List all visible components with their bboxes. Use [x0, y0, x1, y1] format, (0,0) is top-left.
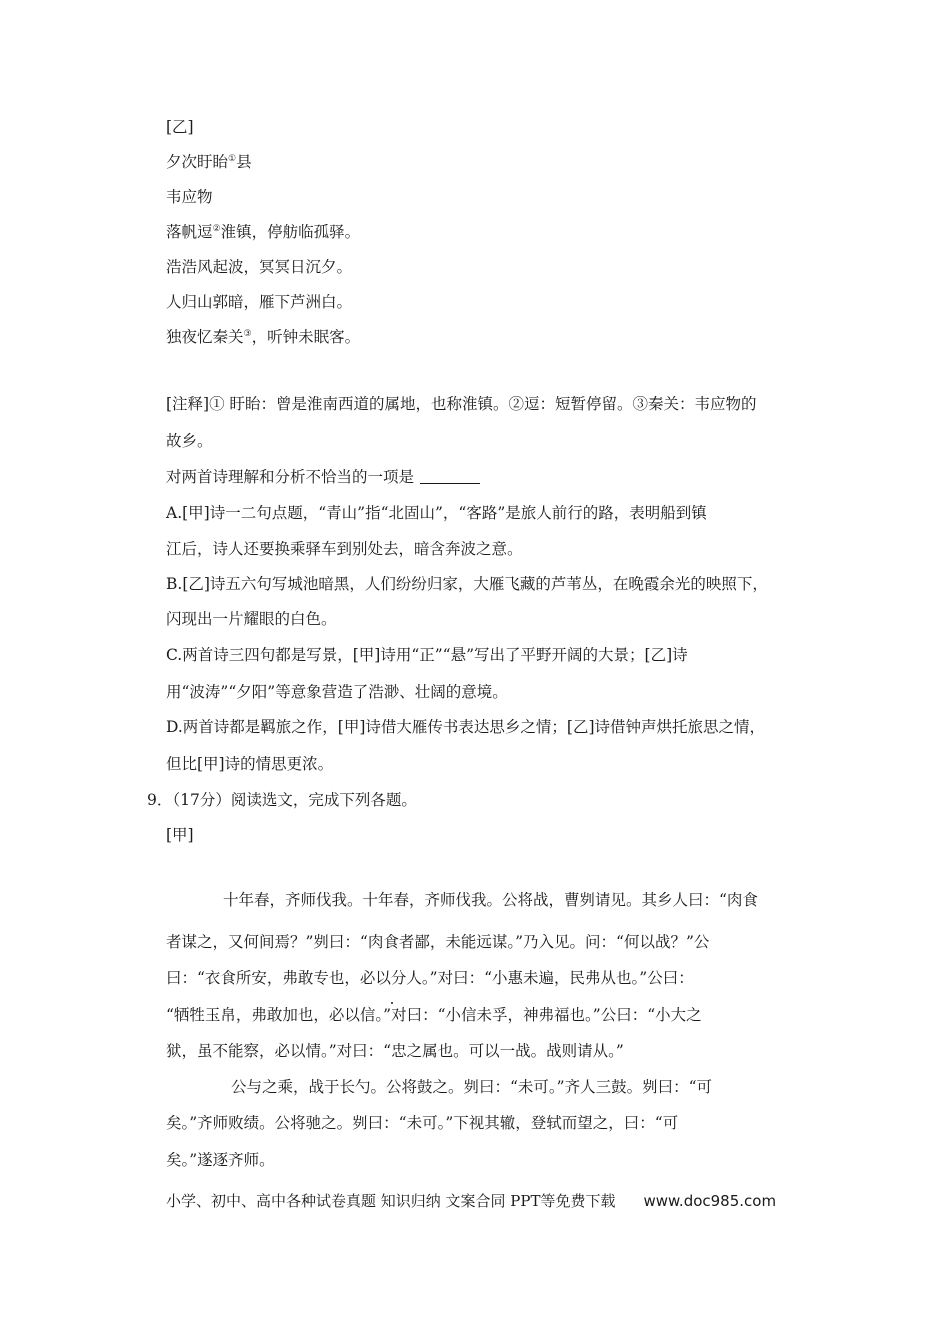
question-9-header: 9．（17分）阅读选文，完成下列各题。 — [147, 791, 417, 809]
option-a-line-2: 江后，诗人还要换乘驿车到别处去，暗含奔波之意。 — [166, 540, 523, 558]
question-8-stem: 对两首诗理解和分析不恰当的一项是 — [166, 467, 480, 487]
option-a-line-1: A.[甲]诗一二句点题，“青山”指“北固山”，“客路”是旅人前行的路，表明船到镇 — [166, 504, 707, 522]
poem-b-author: 韦应物 — [166, 188, 213, 206]
passage-p1-line-4: “牺牲玉帛，弗敢加也，必以信。”对曰：“小信未孚，神弗福也。”公曰：“小大之 — [166, 1006, 702, 1024]
answer-blank[interactable] — [420, 469, 480, 484]
option-b-line-1: B.[乙]诗五六句写城池暗黑，人们纷纷归家，大雁飞藏的芦苇丛，在晚霞余光的映照下， — [166, 575, 768, 593]
poem-b-title: 夕次盱眙①县 — [166, 153, 252, 171]
poem-b-line-2: 浩浩风起波，冥冥日沉夕。 — [166, 258, 353, 276]
option-d-line-1: D.两首诗都是羁旅之作，[甲]诗借大雁传书表达思乡之情；[乙]诗借钟声烘托旅思之情， — [166, 718, 765, 736]
notes-line-2: 故乡。 — [166, 432, 213, 450]
footnote-marker-3: ③ — [243, 328, 252, 339]
poem-b-line-1: 落帆逗②淮镇，停舫临孤驿。 — [166, 223, 361, 241]
emphasis-dot — [391, 1002, 393, 1004]
passage-p2-line-2: 矣。”齐师败绩。公将驰之。刿曰：“未可。”下视其辙，登轼而望之，曰：“可 — [166, 1114, 679, 1132]
option-c-line-2: 用“波涛”“夕阳”等意象营造了浩渺、壮阔的意境。 — [166, 683, 508, 701]
passage-p1-line-1: 十年春，齐师伐我。十年春，齐师伐我。公将战，曹刿请见。其乡人曰：“肉食 — [223, 891, 758, 909]
passage-p2-line-3: 矣。”遂逐齐师。 — [166, 1151, 275, 1169]
footer-text: 小学、初中、高中各种试卷真题 知识归纳 文案合同 PPT等免费下载 — [166, 1192, 616, 1210]
footer-link[interactable]: www.doc985.com — [643, 1192, 777, 1210]
passage-p1-line-2: 者谋之，又何间焉？”刿曰：“肉食者鄙，未能远谋。”乃入见。问：“何以战？”公 — [166, 933, 710, 951]
poem-b-line-3: 人归山郭暗，雁下芦洲白。 — [166, 293, 353, 311]
passage-p2-line-1: 公与之乘，战于长勺。公将鼓之。刿曰：“未可。”齐人三鼓。刿曰：“可 — [231, 1078, 713, 1096]
passage-p1-line-3: 曰：“衣食所安，弗敢专也，必以分人。”对曰：“小惠未遍，民弗从也。”公曰： — [166, 969, 694, 987]
footnote-marker-1: ① — [228, 153, 237, 164]
notes-line-1: [注释]① 盱眙：曾是淮南西道的属地，也称淮镇。②逗：短暂停留。③秦关：韦应物的 — [166, 395, 757, 413]
poem-b-line-4: 独夜忆秦关③，听钟未眠客。 — [166, 328, 361, 346]
passage-p1-line-5: 狱，虽不能察，必以情。”对曰：“忠之属也。可以一战。战则请从。” — [166, 1042, 624, 1060]
poem-b-label: [乙] — [166, 118, 194, 136]
option-d-line-2: 但比[甲]诗的情思更浓。 — [166, 755, 334, 773]
passage-a-label: [甲] — [166, 826, 194, 844]
footnote-marker-2: ② — [212, 223, 221, 234]
page-footer — [166, 1191, 776, 1211]
option-b-line-2: 闪现出一片耀眼的白色。 — [166, 610, 337, 628]
option-c-line-1: C.两首诗三四句都是写景，[甲]诗用“正”“悬”写出了平野开阔的大景；[乙]诗 — [166, 646, 688, 664]
